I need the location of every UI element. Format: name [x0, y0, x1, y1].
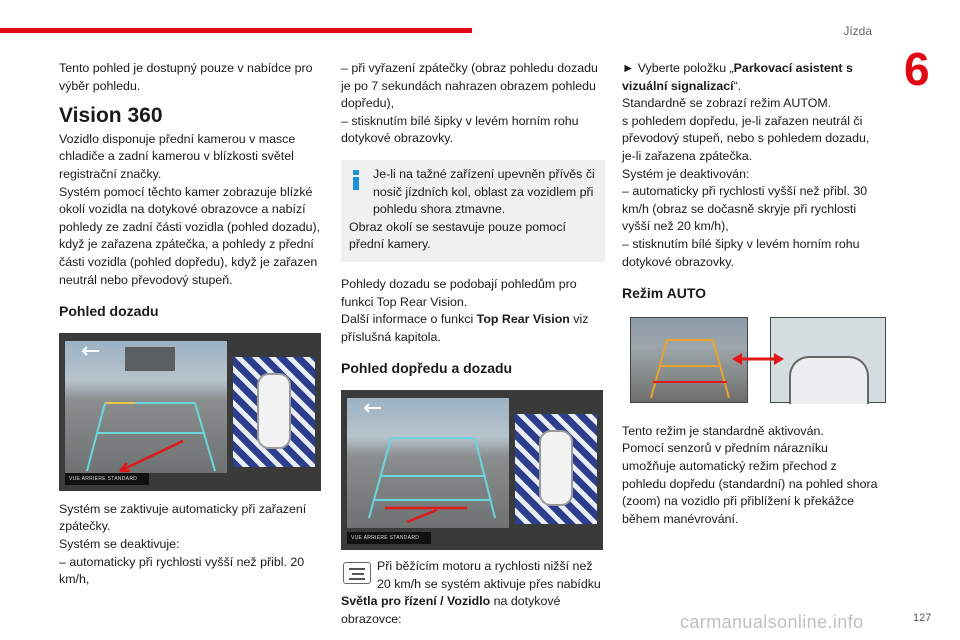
vision-paragraph-2: Systém pomocí těchto kamer zobrazuje blízké okolí vozidla na dotykové obrazovce a nabízí pohledy ze zadní části vozidla (pohled dozadu), když je zařazena zpátečka, a pohledy z přední části vozidla (pohled dopředu), když je zařazen neutrál nebo převodový stupeň. — [59, 184, 321, 287]
double-arrow-icon — [730, 351, 786, 367]
top-view-panel — [515, 414, 597, 524]
auto-mode-images — [630, 317, 884, 409]
auto-paragraph-2: Pomocí senzorů v předním nárazníku umožňuje automatický režim přechod z pohledu dopředu (standardní) na pohled shora (zoom) na vozidlo při přiblížení k překážce během manévrování. — [622, 441, 878, 526]
parking-assist-bold: Parkovací asistent s vizuální signalizací — [622, 61, 853, 93]
car-top-view-icon — [257, 373, 291, 449]
info-paragraph-2: Obraz okolí se sestavuje pouze pomocí přední kamery. — [349, 219, 566, 252]
section-title: Jízda — [843, 24, 872, 38]
auto-paragraph-1: Tento režim je standardně aktivován. — [622, 423, 824, 438]
col2-paragraph-3: Pohledy dozadu se podobají pohledům pro funkci Top Rear Vision. — [341, 276, 577, 309]
heading-vision-360: Vision 360 — [59, 104, 163, 128]
front-rear-camera-image — [341, 390, 603, 550]
parking-guidelines-icon — [65, 341, 227, 473]
col2-paragraph-2: – stisknutím bílé šipky v levém horním rohu dotykové obrazovky. — [341, 113, 579, 146]
intro-paragraph: Tento pohled je dostupný pouze v nabídce pro výběr pohledu. — [59, 61, 313, 93]
p1-text: ► Vyberte položku „ — [622, 61, 734, 75]
p4-text: Další informace o funkci — [341, 312, 477, 327]
note-text-end: na dotykové obrazovce: — [341, 594, 561, 626]
col2-paragraph-1: – při vyřazení zpátečky (obraz pohledu dozadu je po 7 sekundách nahrazen obrazem pohledu dopředu), — [341, 61, 598, 111]
car-front-icon — [789, 356, 869, 404]
note-paragraph-2 — [341, 593, 605, 628]
heading-rear-view: Pohled dozadu — [59, 303, 159, 320]
camera-front-feed — [347, 398, 509, 528]
col3-paragraph-6: – stisknutím bílé šipky v levém horním rohu dotykové obrazovky. — [622, 236, 860, 269]
header-accent-bar — [0, 28, 472, 33]
vision-paragraph-1: Vozidlo disponuje přední kamerou v masce chladiče a zadní kamerou v blízkosti světel registrační značky. — [59, 131, 296, 181]
watermark: carmanualsonline.info — [680, 612, 864, 632]
camera-mode-label: VUE ARRIERE STANDARD — [65, 473, 149, 485]
heading-front-rear-view: Pohled dopředu a dozadu — [341, 360, 513, 377]
col3-paragraph-1 — [622, 60, 884, 95]
rear-camera-image — [59, 333, 321, 491]
camera-mode-label: VUE ARRIERE STANDARD — [347, 532, 431, 544]
p1-text-end: “. — [733, 78, 742, 93]
touchscreen-menu-icon — [343, 562, 371, 584]
col3-paragraph-4: Systém je deaktivován: — [622, 166, 750, 181]
top-view-panel — [233, 357, 315, 467]
menu-path-bold: Světla pro řízení / Vozidlo — [341, 594, 491, 609]
chapter-number: 6 — [904, 43, 930, 95]
top-rear-vision-bold: Top Rear Vision — [476, 312, 570, 327]
info-box — [341, 160, 605, 262]
parking-guidelines-icon — [347, 398, 509, 528]
car-top-view-icon — [539, 430, 573, 506]
rear-paragraph-1: Systém se zaktivuje automaticky při zařazení zpátečky. — [59, 501, 307, 534]
note-paragraph: Při běžícím motoru a rychlosti nižší než 20 km/h se systém aktivuje přes nabídku — [377, 558, 601, 591]
col2-paragraph-4 — [341, 311, 605, 346]
heading-auto-mode: Režim AUTO — [622, 285, 707, 302]
col3-paragraph-5: – automaticky při rychlosti vyšší než přibl. 30 km/h (obraz se dočasně skryje při rychlosti vyšší než 20 km/h), — [622, 184, 868, 234]
p4-text-end: viz příslušná kapitola. — [341, 312, 589, 344]
col3-paragraph-3: s pohledem dopředu, je-li zařazen neutrál či převodový stupeň, nebo s pohledem dozadu, je-li zařazena zpátečka. — [622, 113, 870, 163]
rear-paragraph-2: Systém se deaktivuje: — [59, 536, 180, 551]
rear-paragraph-3: – automaticky při rychlosti vyšší než přibl. 20 km/h, — [59, 554, 305, 587]
col3-paragraph-2: Standardně se zobrazí režim AUTOM. — [622, 96, 832, 111]
column-1 — [59, 60, 321, 589]
note-box — [341, 558, 605, 628]
column-2 — [341, 60, 605, 628]
info-icon — [351, 170, 361, 190]
camera-rear-feed — [65, 341, 227, 473]
info-paragraph-1: Je-li na tažné zařízení upevněn přívěs či nosič jízdních kol, oblast za vozidlem při pohledu shora ztmavne. — [373, 166, 595, 217]
zoom-view-image — [770, 317, 886, 403]
column-3 — [622, 60, 884, 528]
page-number: 127 — [913, 612, 932, 624]
